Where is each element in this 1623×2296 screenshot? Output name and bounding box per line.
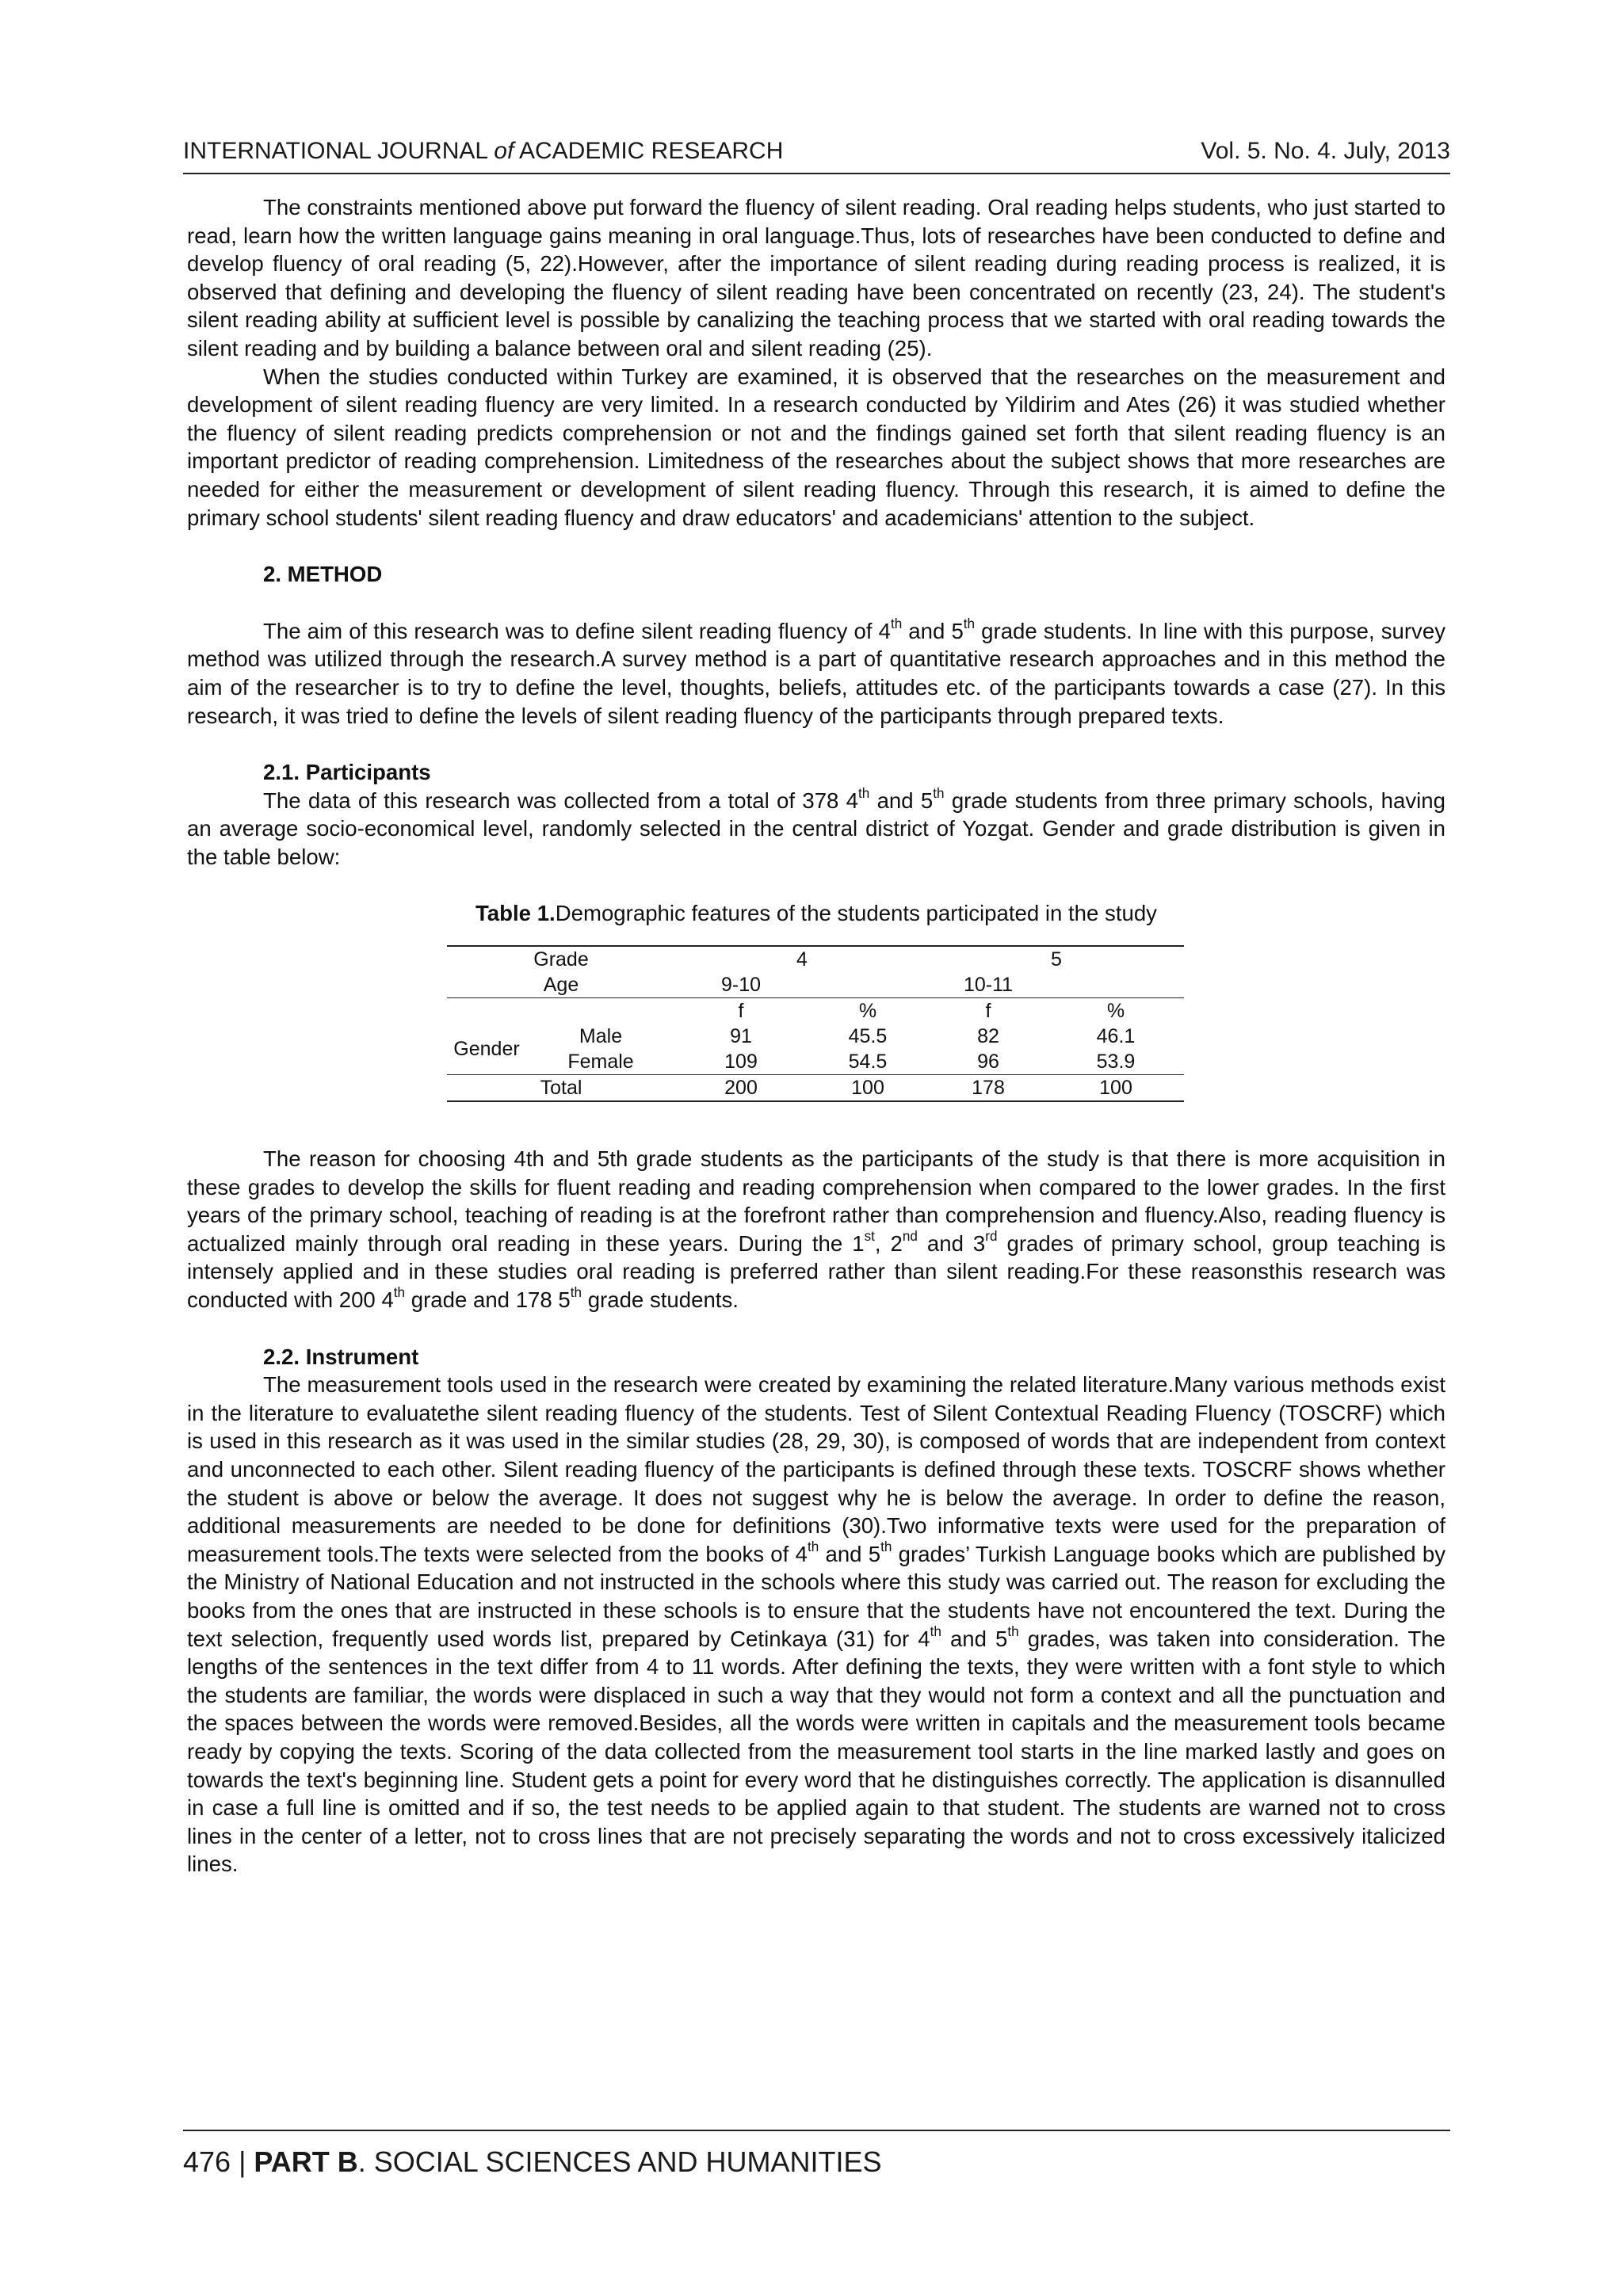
table-caption: Table 1.Demographic features of the students participated in the study — [475, 901, 1157, 926]
grade-5: 5 — [929, 946, 1184, 972]
total-f-4: 200 — [675, 1075, 807, 1102]
gender-label: Gender — [447, 1024, 526, 1075]
male-f-4: 91 — [730, 1025, 752, 1048]
col-pct-5: % — [1048, 998, 1184, 1024]
paragraph-turkey-studies: When the studies conducted within Turkey are examined, it is observed that the researches on the measurement and development of silent reading fluency are very limited. In a research conducted by Yildirim and Ates (26) it was studied whether the fluency of silent reading predicts comprehension or not and the findings gained set forth that silent reading fluency is an important predictor of reading comprehension. Limitedness of the researches about the subject shows that more researches are needed for either the measurement or development of silent reading fluency. Through this research, it is aimed to define the primary school students' silent reading fluency and draw educators' and academicians' attention to the subject. — [187, 364, 1445, 530]
page-footer — [183, 2130, 1450, 2179]
table-row — [447, 1049, 1184, 1075]
demographics-table — [447, 945, 1184, 1102]
section-heading-participants: 2.1. Participants — [263, 760, 431, 785]
table-row — [447, 972, 1184, 998]
table-row — [447, 998, 1184, 1024]
col-f-4: f — [675, 998, 807, 1024]
part-label: PART B — [254, 2145, 358, 2178]
total-f-5: 178 — [929, 1075, 1048, 1102]
table-row — [447, 1075, 1184, 1102]
paragraph-reason: The reason for choosing 4th and 5th grade students as the participants of the study is that there is more acquisition in these grades to develop the skills for fluent reading and reading comprehension when compared to the lower grades. In the first years of the primary school, teaching of reading is at the forefront rather than comprehension and fluency.Also, reading fluency is actualized mainly through oral reading in these years. During the 1st, 2nd and 3rd grades of primary school, group teaching is intensely applied and in these studies oral reading is preferred rather than silent reading.For these reasonsthis research was conducted with 200 4th grade and 178 5th grade students. — [187, 1146, 1445, 1313]
age-5: 10-11 — [963, 974, 1014, 997]
total-label: Total — [447, 1075, 675, 1102]
journal-title: INTERNATIONAL JOURNAL of ACADEMIC RESEARCH — [183, 138, 784, 164]
paragraph-instrument: The measurement tools used in the research were created by examining the related literature.Many various methods exist in the literature to evaluatethe silent reading fluency of the students. Test of Silent Contextual Reading Fluency (TOSCRF) which is used in this research as it was used in the similar studies (28, 29, 30), is composed of words that are independent from context and unconnected to each other. Silent reading fluency of the participants is defined through these texts. TOSCRF shows whether the student is above or below the average. It does not suggest why he is below the average. In order to define the reason, additional measurements are needed to be done for definitions (30).Two informative texts were used for the preparation of measurement tools.The texts were selected from the books of 4th and 5th grades’ Turkish Language books which are published by the Ministry of National Education and not instructed in the schools where this study was carried out. The reason for excluding the books from the ones that are instructed in these schools is to ensure that the students have not encountered the text. During the text selection, frequently used words list, prepared by Cetinkaya (31) for 4th and 5th grades, was taken into consideration. The lengths of the sentences in the text differ from 4 to 11 words. After defining the texts, they were written with a font style to which the students are familiar, the words were displaced in such a way that they would not form a context and all the punctuation and the spaces between the words were removed.Besides, all the words were written in capitals and the measurement tools became ready by copying the texts. Scoring of the data collected from the measurement tool starts in the line marked lastly and goes on towards the text's beginning line. Student gets a point for every word that he distinguishes correctly. The application is disannulled in case a full line is omitted and if so, the test needs to be applied again to that student. The students are warned not to cross lines in the center of a letter, not to cross lines that are not precisely separating the words and not to cross excessively italicized lines. — [187, 1372, 1446, 1877]
total-pct-5: 100 — [1048, 1075, 1184, 1102]
paragraph-constraints: The constraints mentioned above put forward the fluency of silent reading. Oral reading helps students, who just started to read, learn how the written language gains meaning in oral language.Thus, lots of researches have been conducted to define and develop fluency of oral reading (5, 22).However, after the importance of silent reading during reading process is realized, it is observed that defining and developing the fluency of silent reading have been concentrated on recently (23, 24). The student's silent reading ability at sufficient level is possible by canalizing the teaching process that we started with oral reading towards the silent reading and by building a balance between oral and silent reading (25). — [187, 195, 1445, 360]
age-label: Age — [543, 974, 579, 997]
col-f-5: f — [929, 998, 1048, 1024]
grade-4: 4 — [675, 946, 929, 972]
section-heading-instrument: 2.2. Instrument — [263, 1344, 419, 1369]
table-row — [447, 1024, 1184, 1049]
age-4: 9-10 — [720, 974, 762, 997]
section-heading-method: 2. METHOD — [263, 562, 383, 587]
female-f-5: 96 — [929, 1049, 1048, 1075]
volume-info: Vol. 5. No. 4. July, 2013 — [1201, 138, 1450, 164]
paragraph-participants: The data of this research was collected from a total of 378 4th and 5th grade students from three primary schools, having an average socio-economical level, randomly selected in the central district of Yozgat. Gender and grade distribution is given in the table below: — [187, 785, 1445, 869]
part-title: . SOCIAL SCIENCES AND HUMANITIES — [357, 2145, 882, 2178]
col-pct-4: % — [807, 998, 929, 1024]
paragraph-method: The aim of this research was to define silent reading fluency of 4th and 5th grade students. In line with this purpose, survey method was utilized through the research.A survey method is a part of quantitative research approaches and in this method the aim of the researcher is to try to define the level, thoughts, beliefs, attitudes etc. of the participants towards a case (27). In this research, it was tried to define the levels of silent reading fluency of the participants through prepared texts. — [187, 616, 1445, 728]
male-f-5: 82 — [977, 1025, 999, 1048]
page-number: 476 | — [183, 2145, 254, 2178]
female-pct-5: 53.9 — [1048, 1049, 1184, 1075]
grade-label: Grade — [447, 946, 675, 972]
row-label-male: Male — [579, 1025, 623, 1048]
running-header — [183, 135, 1450, 174]
total-pct-4: 100 — [807, 1075, 929, 1102]
female-f-4: 109 — [675, 1049, 807, 1075]
table-row — [447, 946, 1184, 972]
male-pct-4: 45.5 — [848, 1025, 888, 1048]
row-label-female: Female — [526, 1049, 675, 1075]
male-pct-5: 46.1 — [1096, 1025, 1136, 1048]
female-pct-4: 54.5 — [807, 1049, 929, 1075]
article-body — [187, 193, 1445, 1878]
